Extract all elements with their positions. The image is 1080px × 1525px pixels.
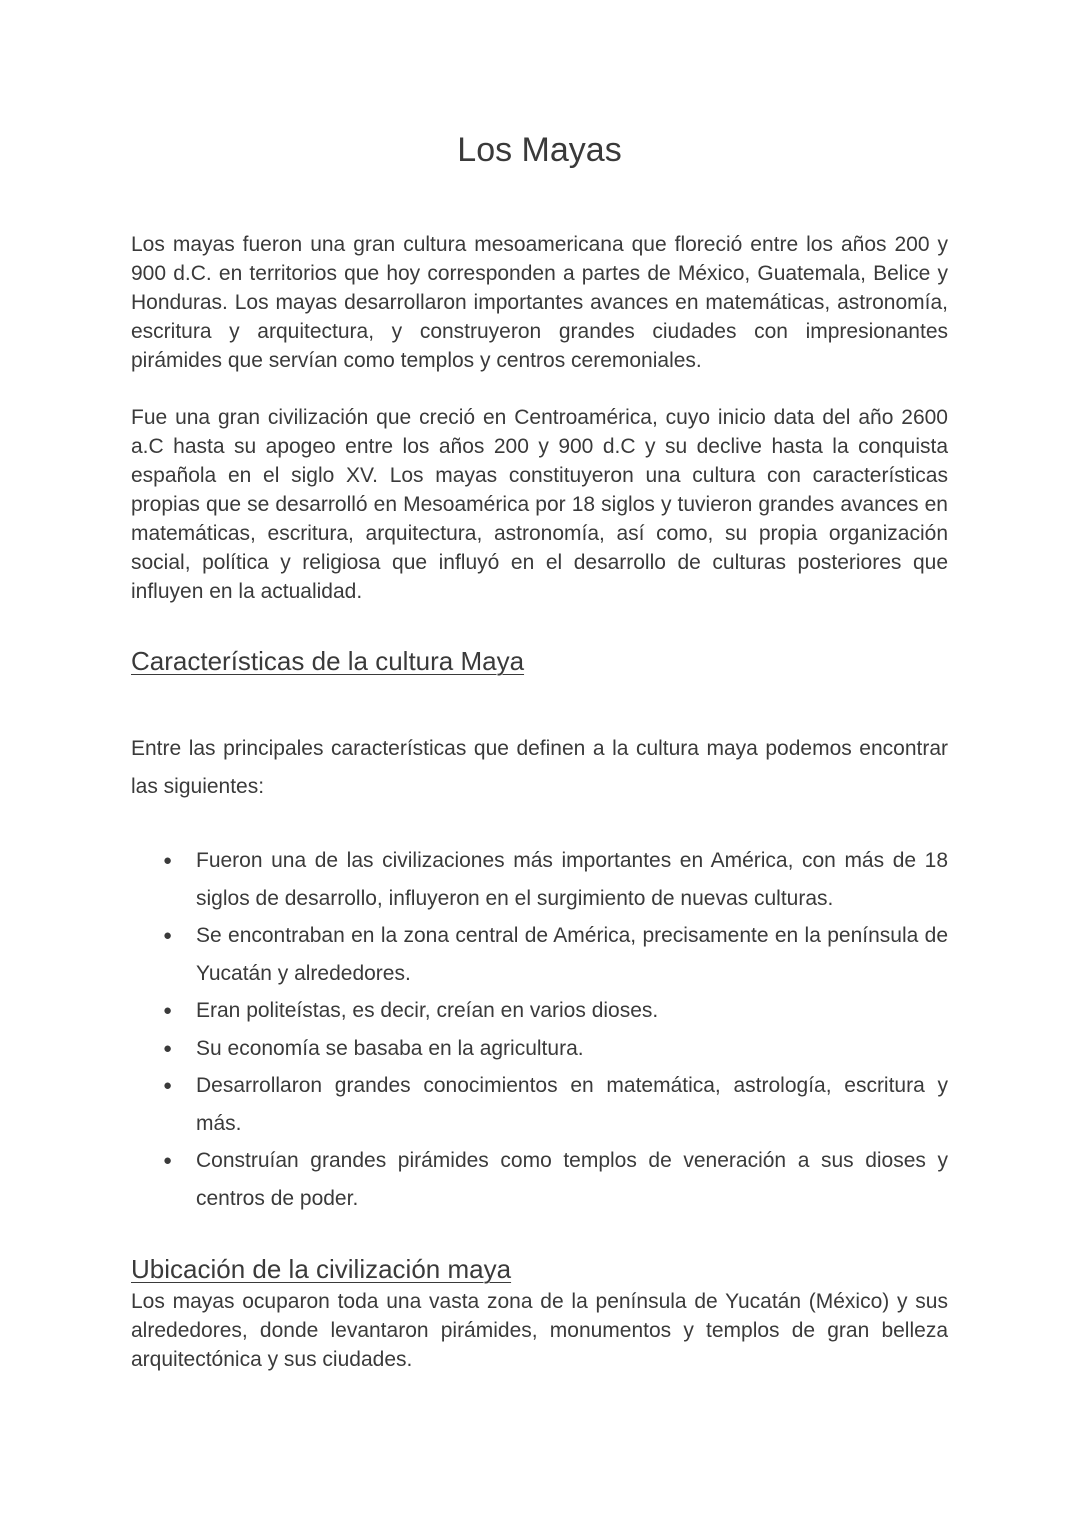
intro-paragraph: Fue una gran civilización que creció en Centroamérica, cuyo inicio data del año 2600 a.C hasta su apogeo entre los años 200 y 900 d.C y su declive hasta la conquista española en el siglo XV. Los mayas constituyeron una cultura con características propias que se desarrolló en Mesoamérica por 18 siglos y tuvieron grandes avances en matemáticas, escritura, arquitectura, astronomía, así como, su propia organización social, política y religiosa que influyó en el desarrollo de culturas posteriores que influyen en la actualidad.	[131, 406, 948, 603]
section-intro-paragraph: Entre las principales características que definen a la cultura maya podemos encontrar las siguientes:	[131, 737, 948, 798]
list-item-text: Desarrollaron grandes conocimientos en matemática, astrología, escritura y más.	[196, 1074, 948, 1135]
section-paragraph: Los mayas ocuparon toda una vasta zona de la península de Yucatán (México) y sus alrededores, donde levantaron pirámides, monumentos y templos de gran belleza arquitectónica y sus ciudades.	[131, 1290, 948, 1371]
bullet-icon: ●	[163, 1039, 173, 1057]
characteristics-list	[131, 842, 948, 1217]
intro-paragraph: Los mayas fueron una gran cultura mesoamericana que floreció entre los años 200 y 900 d.C. en territorios que hoy corresponden a partes de México, Guatemala, Belice y Honduras. Los mayas desarrollaron importantes avances en matemáticas, astronomía, escritura y arquitectura, y construyeron grandes ciudades con impresionantes pirámides que servían como templos y centros ceremoniales.	[131, 233, 948, 372]
list-item	[163, 917, 948, 992]
list-item-text: Fueron una de las civilizaciones más importantes en América, con más de 18 siglos de desarrollo, influyeron en el surgimiento de nuevas culturas.	[196, 849, 948, 910]
section-heading-ubicacion: Ubicación de la civilización maya	[131, 1254, 512, 1284]
list-item-text: Se encontraban en la zona central de América, precisamente en la península de Yucatán y alrededores.	[196, 924, 948, 985]
bullet-icon: ●	[163, 927, 173, 944]
list-item	[163, 1067, 948, 1142]
list-item-text: Su economía se basaba en la agricultura.	[196, 1036, 584, 1060]
bullet-icon: ●	[163, 1077, 173, 1094]
section-heading-caracteristicas: Características de la cultura Maya	[131, 646, 525, 676]
list-item-text: Construían grandes pirámides como templos de veneración a sus dioses y centros de poder.	[196, 1149, 948, 1210]
list-item-text: Eran politeístas, es decir, creían en varios dioses.	[196, 999, 659, 1022]
document-title: Los Mayas	[457, 131, 622, 169]
list-item	[163, 842, 948, 917]
bullet-icon: ●	[163, 1152, 173, 1169]
list-item	[163, 1142, 948, 1217]
list-item	[163, 992, 948, 1030]
bullet-icon: ●	[163, 1002, 173, 1019]
list-item	[163, 1030, 948, 1068]
bullet-icon: ●	[163, 852, 173, 869]
